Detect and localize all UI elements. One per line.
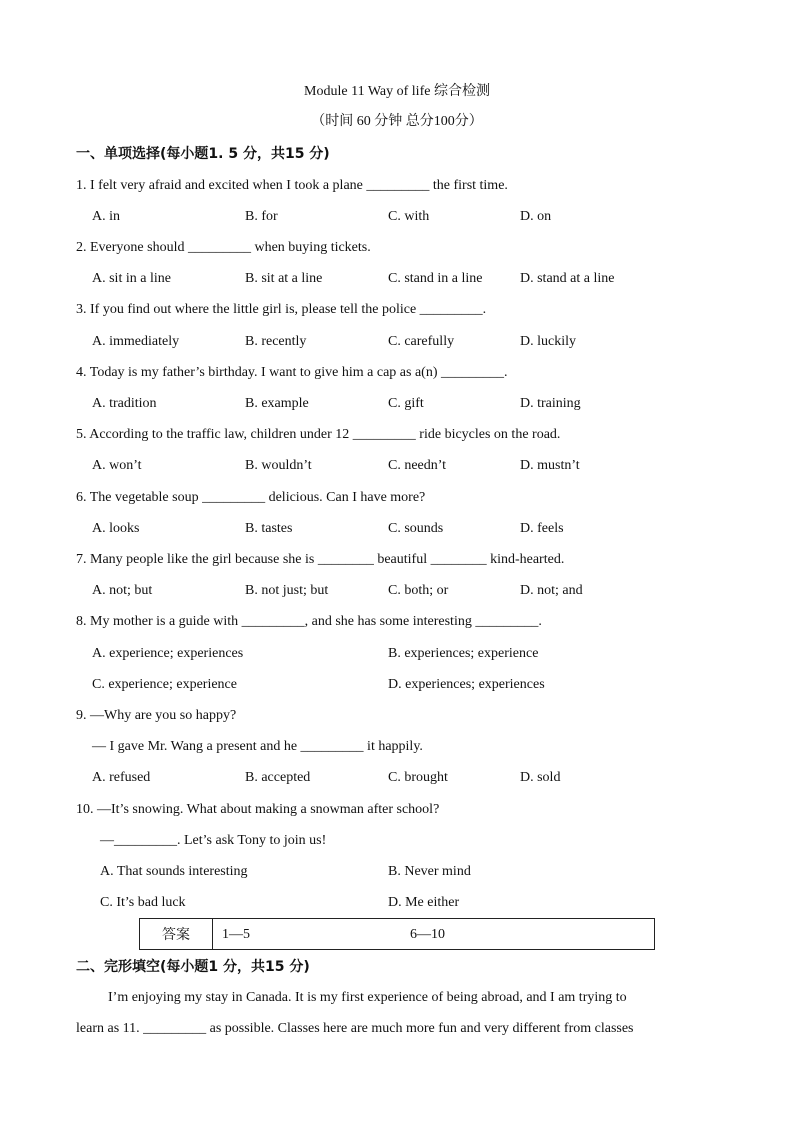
option-1d: D. on: [520, 209, 552, 224]
question-4: 4. Today is my father’s birthday. I want to give him a cap as a(n) _________.: [76, 365, 508, 380]
option-4d: D. training: [520, 396, 581, 411]
question-3: 3. If you find out where the little girl is, please tell the police _________.: [76, 302, 487, 317]
option-10a: A. That sounds interesting: [100, 864, 248, 879]
option-2d: D. stand at a line: [520, 271, 615, 286]
option-9c: C. brought: [388, 770, 448, 785]
option-3c: C. carefully: [388, 334, 455, 349]
option-1b: B. for: [245, 209, 278, 224]
question-2: 2. Everyone should _________ when buying tickets.: [76, 240, 371, 255]
question-10: 10. —It’s snowing. What about making a snowman after school?: [76, 802, 440, 817]
question-9-reply: — I gave Mr. Wang a present and he _________ it happily.: [92, 739, 423, 754]
option-1a: A. in: [92, 209, 120, 224]
option-6b: B. tastes: [245, 521, 293, 536]
question-9: 9. —Why are you so happy?: [76, 708, 237, 723]
option-5a: A. won’t: [92, 458, 142, 473]
option-9b: B. accepted: [245, 770, 311, 785]
answer-table-label: 答案: [140, 919, 213, 949]
section-heading-cloze: 二、完形填空(每小题1 分，共15 分): [76, 959, 310, 975]
option-4c: C. gift: [388, 396, 424, 411]
option-1c: C. with: [388, 209, 430, 224]
option-9d: D. sold: [520, 770, 561, 785]
option-4b: B. example: [245, 396, 309, 411]
answer-table: [139, 918, 655, 950]
option-6c: C. sounds: [388, 521, 444, 536]
page-subtitle: （时间 60 分钟 总分100分）: [311, 114, 483, 129]
option-7d: D. not; and: [520, 583, 583, 598]
question-8: 8. My mother is a guide with _________, and she has some interesting _________.: [76, 614, 542, 629]
answer-range-6-10: 6—10: [410, 927, 445, 942]
option-7a: A. not; but: [92, 583, 153, 598]
option-5d: D. mustn’t: [520, 458, 580, 473]
option-4a: A. tradition: [92, 396, 157, 411]
option-8b: B. experiences; experience: [388, 646, 539, 661]
option-3d: D. luckily: [520, 334, 576, 349]
paragraph-line-1: I’m enjoying my stay in Canada. It is my first experience of being abroad, and I am trying to: [108, 990, 627, 1005]
question-1: 1. I felt very afraid and excited when I took a plane _________ the first time.: [76, 178, 508, 193]
option-3a: A. immediately: [92, 334, 180, 349]
option-2a: A. sit in a line: [92, 271, 171, 286]
option-8a: A. experience; experiences: [92, 646, 244, 661]
question-10-reply: —_________. Let’s ask Tony to join us!: [100, 833, 327, 848]
section-heading-single-choice: 一、单项选择(每小题1. 5 分，共15 分): [76, 146, 330, 162]
option-5c: C. needn’t: [388, 458, 447, 473]
paragraph-line-2: learn as 11. _________ as possible. Classes here are much more fun and very different from classes: [76, 1021, 634, 1036]
answer-range-1-5: 1—5: [222, 927, 250, 942]
option-9a: A. refused: [92, 770, 151, 785]
question-5: 5. According to the traffic law, children under 12 _________ ride bicycles on the road.: [76, 427, 561, 442]
option-8c: C. experience; experience: [92, 677, 237, 692]
option-6d: D. feels: [520, 521, 564, 536]
option-10d: D. Me either: [388, 895, 460, 910]
option-7c: C. both; or: [388, 583, 449, 598]
question-7: 7. Many people like the girl because she is ________ beautiful ________ kind-hearted.: [76, 552, 565, 567]
option-10c: C. It’s bad luck: [100, 895, 186, 910]
option-6a: A. looks: [92, 521, 140, 536]
option-7b: B. not just; but: [245, 583, 329, 598]
option-5b: B. wouldn’t: [245, 458, 312, 473]
page-title: Module 11 Way of life 综合检测: [304, 84, 490, 99]
option-10b: B. Never mind: [388, 864, 471, 879]
question-6: 6. The vegetable soup _________ delicious. Can I have more?: [76, 490, 426, 505]
option-2c: C. stand in a line: [388, 271, 483, 286]
option-3b: B. recently: [245, 334, 307, 349]
option-2b: B. sit at a line: [245, 271, 323, 286]
option-8d: D. experiences; experiences: [388, 677, 545, 692]
